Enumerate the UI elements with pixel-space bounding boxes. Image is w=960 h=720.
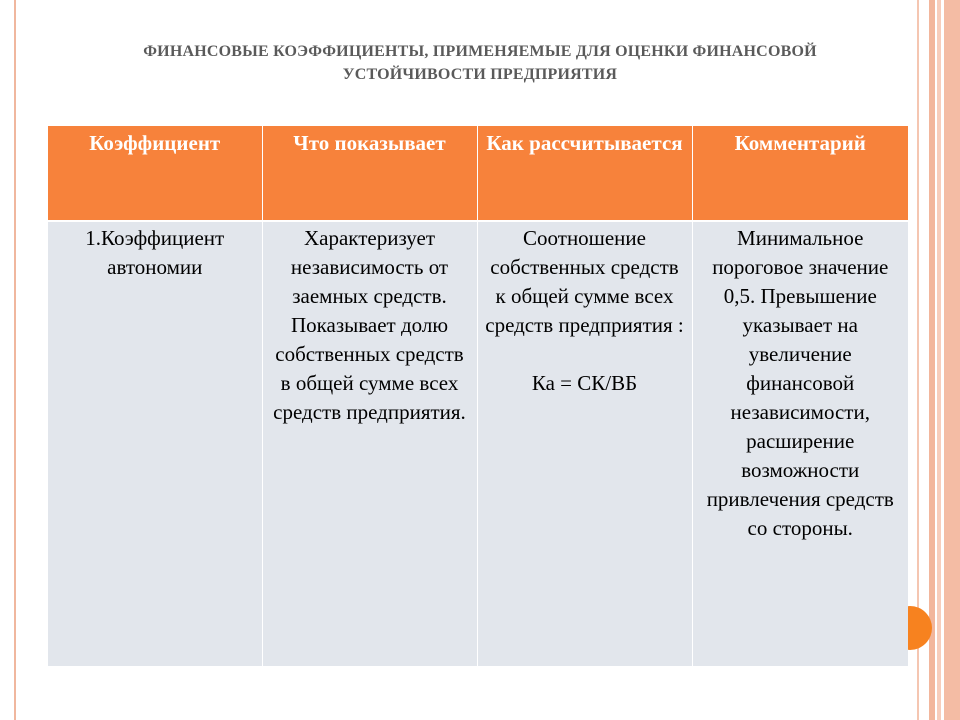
stripe xyxy=(937,0,941,720)
table-row xyxy=(48,221,908,666)
calculation-formula: Ка = СК/ВБ xyxy=(531,371,638,395)
cell-shows: Характеризует независимость от заемных средств. Показывает долю собственных средств в общей сумме всех средств предприятия. xyxy=(262,221,477,666)
cell-calculation xyxy=(477,221,692,666)
header-coefficient: Коэффициент xyxy=(48,126,262,221)
table-header-row xyxy=(48,126,908,221)
cell-comment: Минимальное пороговое значение 0,5. Превышение указывает на увеличение финансовой независимости, расширение возможности привлечения средств со стороны. xyxy=(692,221,908,666)
slide-title: ФИНАНСОВЫЕ КОЭФФИЦИЕНТЫ, ПРИМЕНЯЕМЫЕ ДЛЯ ОЦЕНКИ ФИНАНСОВОЙ УСТОЙЧИВОСТИ ПРЕДПРИЯТИЯ xyxy=(143,43,817,83)
left-decorative-rule xyxy=(14,0,16,720)
header-shows: Что показывает xyxy=(262,126,477,221)
calculation-text: Соотношение собственных средств к общей сумме всех средств предприятия : xyxy=(485,226,684,337)
cell-coefficient: 1.Коэффициент автономии xyxy=(48,221,262,666)
header-calculation: Как рассчитывается xyxy=(477,126,692,221)
ratios-table xyxy=(48,126,908,666)
stripe xyxy=(944,0,960,720)
stripe xyxy=(929,0,935,720)
header-comment: Комментарий xyxy=(692,126,908,221)
